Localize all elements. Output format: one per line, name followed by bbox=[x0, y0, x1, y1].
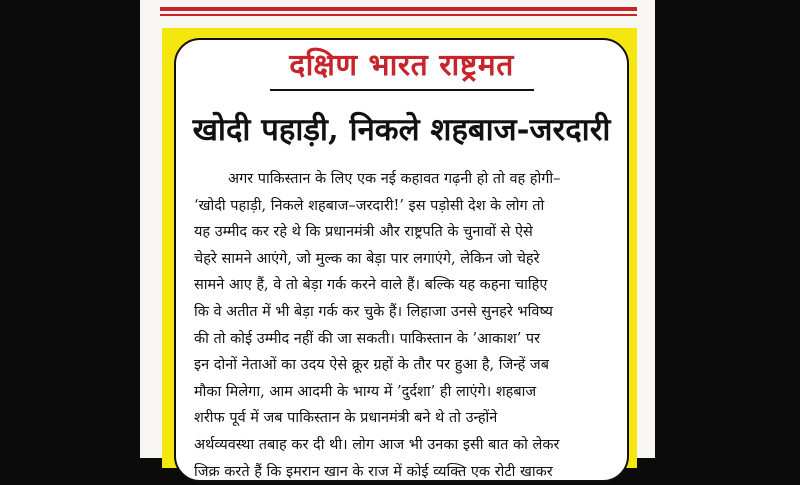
article-line: की तो कोई उम्मीद नहीं की जा सकती। पाकिस्तान के ’आकाश’ पर bbox=[194, 330, 541, 347]
article-line: कि वे अतीत में भी बेड़ा गर्क कर चुके हैं। लिहाजा उनसे सुनहरे भविष्य bbox=[194, 303, 553, 320]
article-body bbox=[194, 166, 613, 485]
article-line: मौका मिलेगा, आम आदमी के भाग्य में ’दुर्दशा’ ही लाएंगे। शहबाज bbox=[194, 383, 537, 400]
article-line: अगर पाकिस्तान के लिए एक नई कहावत गढ़नी हो तो वह होगी– bbox=[228, 171, 561, 187]
article-line: शरीफ पूर्व में जब पाकिस्तान के प्रधानमंत्री बने थे तो उन्होंने bbox=[194, 410, 498, 427]
article-headline: खोदी पहाड़ी, निकले शहबाज-जरदारी bbox=[192, 112, 611, 148]
article-line: चेहरे सामने आएंगे, जो मुल्क का बेड़ा पार लगाएंगे, लेकिन जो चेहरे bbox=[194, 250, 540, 267]
masthead-underline bbox=[270, 89, 534, 91]
article-line: इन दोनों नेताओं का उदय ऐसे क्रूर ग्रहों के तौर पर हुआ है, जिन्हें जब bbox=[194, 357, 549, 374]
header-rule-thin bbox=[160, 14, 637, 16]
article-line: ‘खोदी पहाड़ी, निकले शहबाज–जरदारी!’ इस पड़ोसी देश के लोग तो bbox=[194, 197, 545, 214]
article-line: यह उम्मीद कर रहे थे कि प्रधानमंत्री और राष्ट्रपति के चुनावों से ऐसे bbox=[194, 224, 533, 241]
editorial-box bbox=[174, 38, 629, 482]
article-line: जिक्र करते हैं कि इमरान खान के राज में कोई व्यक्ति एक रोटी खाकर bbox=[194, 463, 553, 480]
masthead-title: दक्षिण भारत राष्ट्रमत bbox=[289, 48, 514, 83]
header-rule-thick bbox=[160, 7, 637, 11]
article-line: सामने आए हैं, वे तो बेड़ा गर्क करने वाले हैं। बल्कि यह कहना चाहिए bbox=[194, 277, 548, 294]
newspaper-page bbox=[140, 0, 655, 480]
article-line: अर्थव्यवस्था तबाह कर दी थी। लोग आज भी उनका इसी बात को लेकर bbox=[194, 436, 560, 453]
